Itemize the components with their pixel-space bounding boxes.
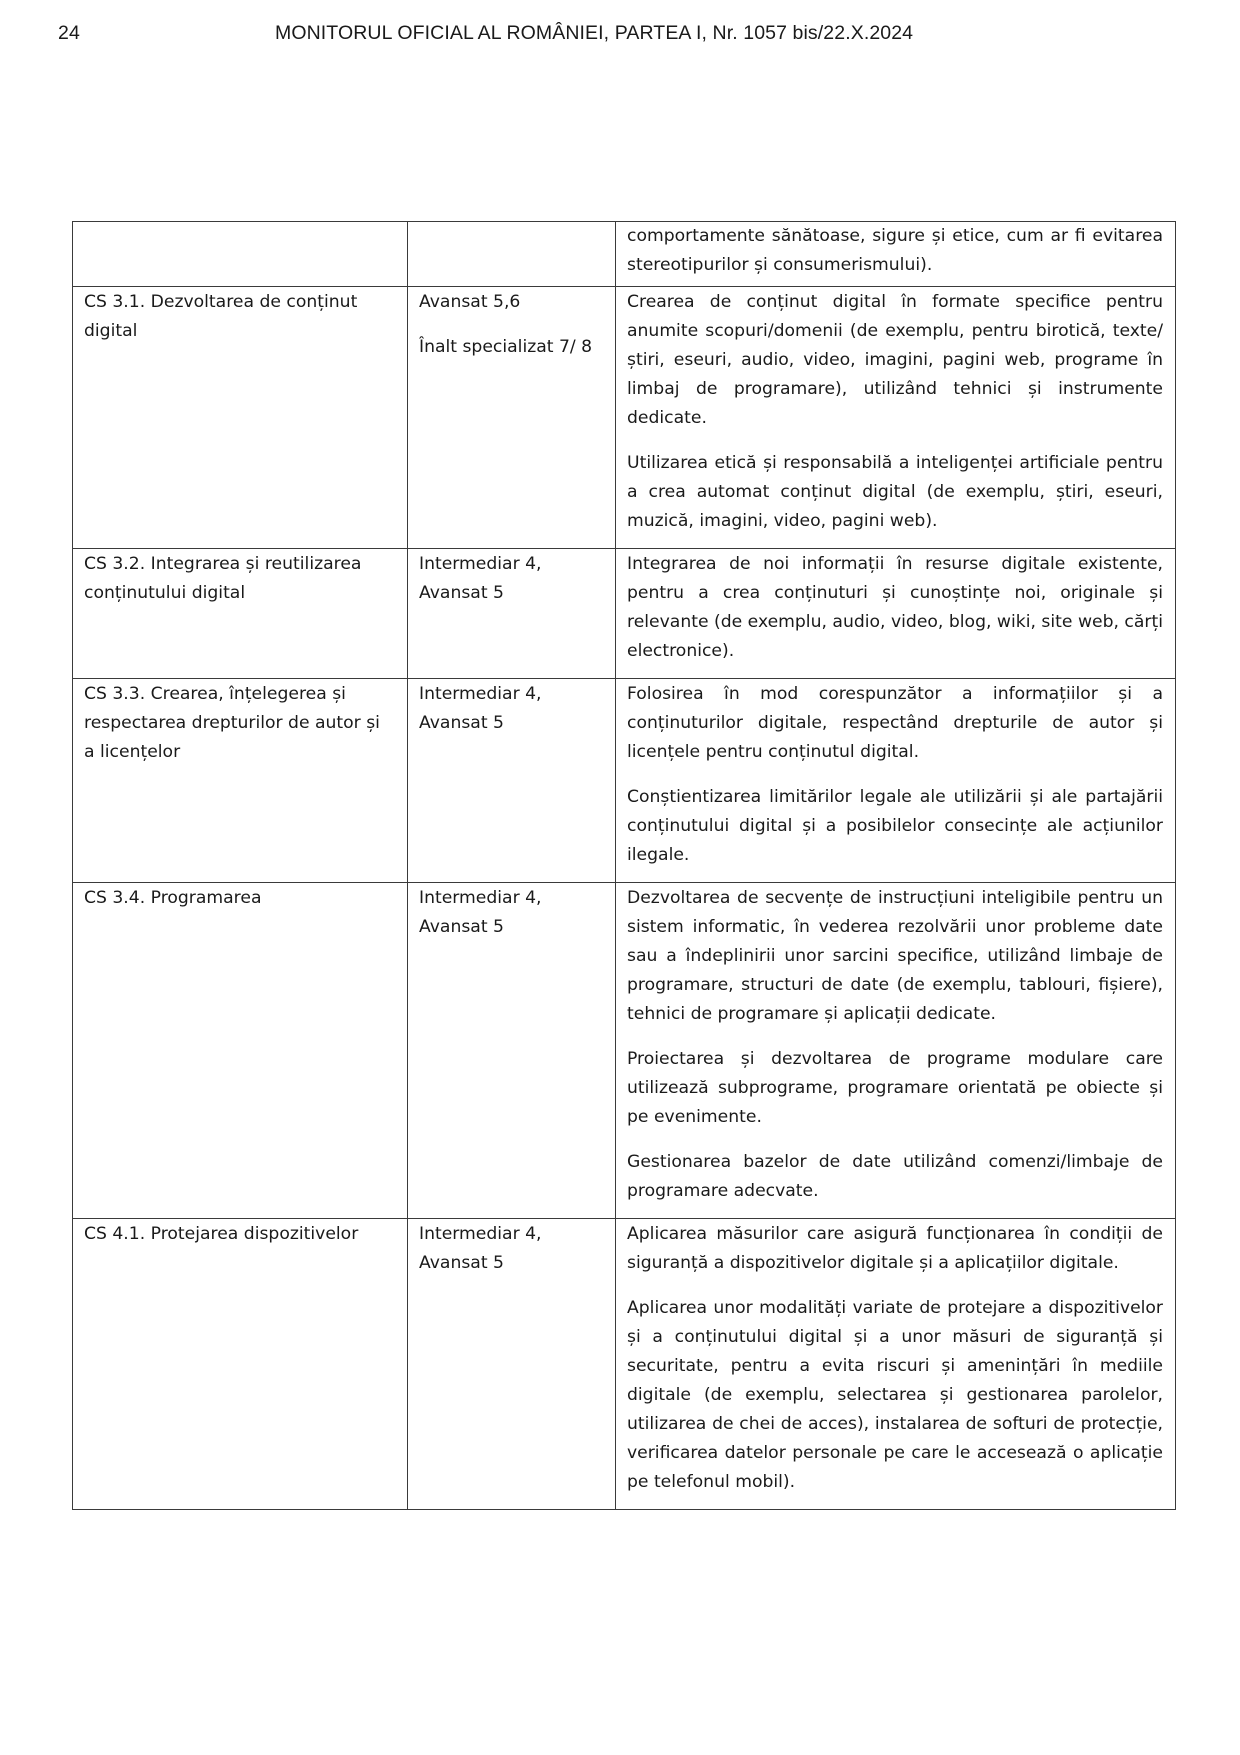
level-cell	[408, 222, 616, 287]
description-cell	[616, 883, 1176, 1219]
table-row-cs-3-4	[73, 883, 1176, 1219]
table-row-cs-3-2	[73, 549, 1176, 679]
level-text: Intermediar 4, Avansat 5	[419, 888, 542, 937]
description-paragraph: Dezvoltarea de secvențe de instrucțiuni inteligibile pentru un sistem informatic, în vederea rezolvării unor probleme date sau a îndeplinirii unor sarcini specifice, utilizând limbaje de programare, structuri de date (de exemplu, tablouri, fișiere), tehnici de programare și aplicații dedicate.	[627, 888, 1163, 1024]
description-paragraph: Conștientizarea limitărilor legale ale utilizării și ale partajării conținutului digital și a posibilelor consecințe ale acțiunilor ilegale.	[627, 787, 1163, 865]
description-cell	[616, 222, 1176, 287]
description-paragraph: Folosirea în mod corespunzător a informațiilor și a conținuturilor digitale, respectând drepturile de autor și licențele pentru conținutul digital.	[627, 684, 1163, 762]
description-paragraph: Crearea de conținut digital în formate specifice pentru anumite scopuri/domenii (de exemplu, pentru birotică, texte/știri, eseuri, audio, video, imagini, pagini web, programe în limbaj de programare), utilizând tehnici și instrumente dedicate.	[627, 292, 1163, 428]
description-paragraph: comportamente sănătoase, sigure și etice, cum ar fi evitarea stereotipurilor și consumerismului).	[627, 226, 1163, 275]
description-paragraph: Utilizarea etică și responsabilă a inteligenței artificiale pentru a crea automat conținut digital (de exemplu, știri, eseuri, muzică, imagini, video, pagini web).	[627, 453, 1163, 531]
competence-cell: CS 3.2. Integrarea și reutilizarea conținutului digital	[73, 549, 408, 679]
level-text: Intermediar 4, Avansat 5	[419, 684, 542, 733]
table-row-cs-3-1	[73, 287, 1176, 549]
publication-title: MONITORUL OFICIAL AL ROMÂNIEI, PARTEA I, Nr. 1057 bis/22.X.2024	[275, 22, 914, 44]
table-row-continuation	[73, 222, 1176, 287]
competence-cell: CS 3.1. Dezvoltarea de conținut digital	[73, 287, 408, 549]
description-paragraph: Aplicarea măsurilor care asigură funcționarea în condiții de siguranță a dispozitivelor digitale și a aplicațiilor digitale.	[627, 1224, 1163, 1273]
level-cell	[408, 287, 616, 549]
page-number: 24	[58, 22, 80, 44]
description-paragraph: Integrarea de noi informații în resurse digitale existente, pentru a crea conținuturi și cunoștințe noi, originale și relevante (de exemplu, audio, video, blog, wiki, site web, cărți electronice).	[627, 554, 1163, 661]
competence-cell: CS 3.4. Programarea	[73, 883, 408, 1219]
description-cell	[616, 549, 1176, 679]
description-paragraph: Gestionarea bazelor de date utilizând comenzi/limbaje de programare adecvate.	[627, 1152, 1163, 1201]
competence-cell: CS 3.3. Crearea, înțelegerea și respectarea drepturilor de autor și a licențelor	[73, 679, 408, 883]
competence-cell	[73, 222, 408, 287]
level-cell	[408, 549, 616, 679]
description-paragraph: Proiectarea și dezvoltarea de programe modulare care utilizează subprograme, programare orientată pe obiecte și pe evenimente.	[627, 1049, 1163, 1127]
level-cell	[408, 883, 616, 1219]
description-cell	[616, 287, 1176, 549]
competence-cell: CS 4.1. Protejarea dispozitivelor	[73, 1219, 408, 1510]
level-text: Intermediar 4, Avansat 5	[419, 1224, 542, 1273]
level-cell	[408, 1219, 616, 1510]
description-cell	[616, 1219, 1176, 1510]
level-cell	[408, 679, 616, 883]
competence-table	[72, 221, 1176, 1510]
level-text: Avansat 5,6	[419, 292, 521, 312]
description-paragraph: Aplicarea unor modalități variate de protejare a dispozitivelor și a conținutului digital și a unor măsuri de siguranță și securitate, pentru a evita riscuri și amenințări în mediile digitale (de exemplu, selectarea și gestionarea parolelor, utilizarea de chei de acces), instalarea de softuri de protecție, verificarea datelor personale pe care le accesează o aplicație pe telefonul mobil).	[627, 1298, 1163, 1492]
level-text: Intermediar 4, Avansat 5	[419, 554, 542, 603]
page-header	[58, 22, 1182, 52]
level-text: Înalt specializat 7/ 8	[419, 337, 593, 357]
table-row-cs-4-1	[73, 1219, 1176, 1510]
table-row-cs-3-3	[73, 679, 1176, 883]
description-cell	[616, 679, 1176, 883]
